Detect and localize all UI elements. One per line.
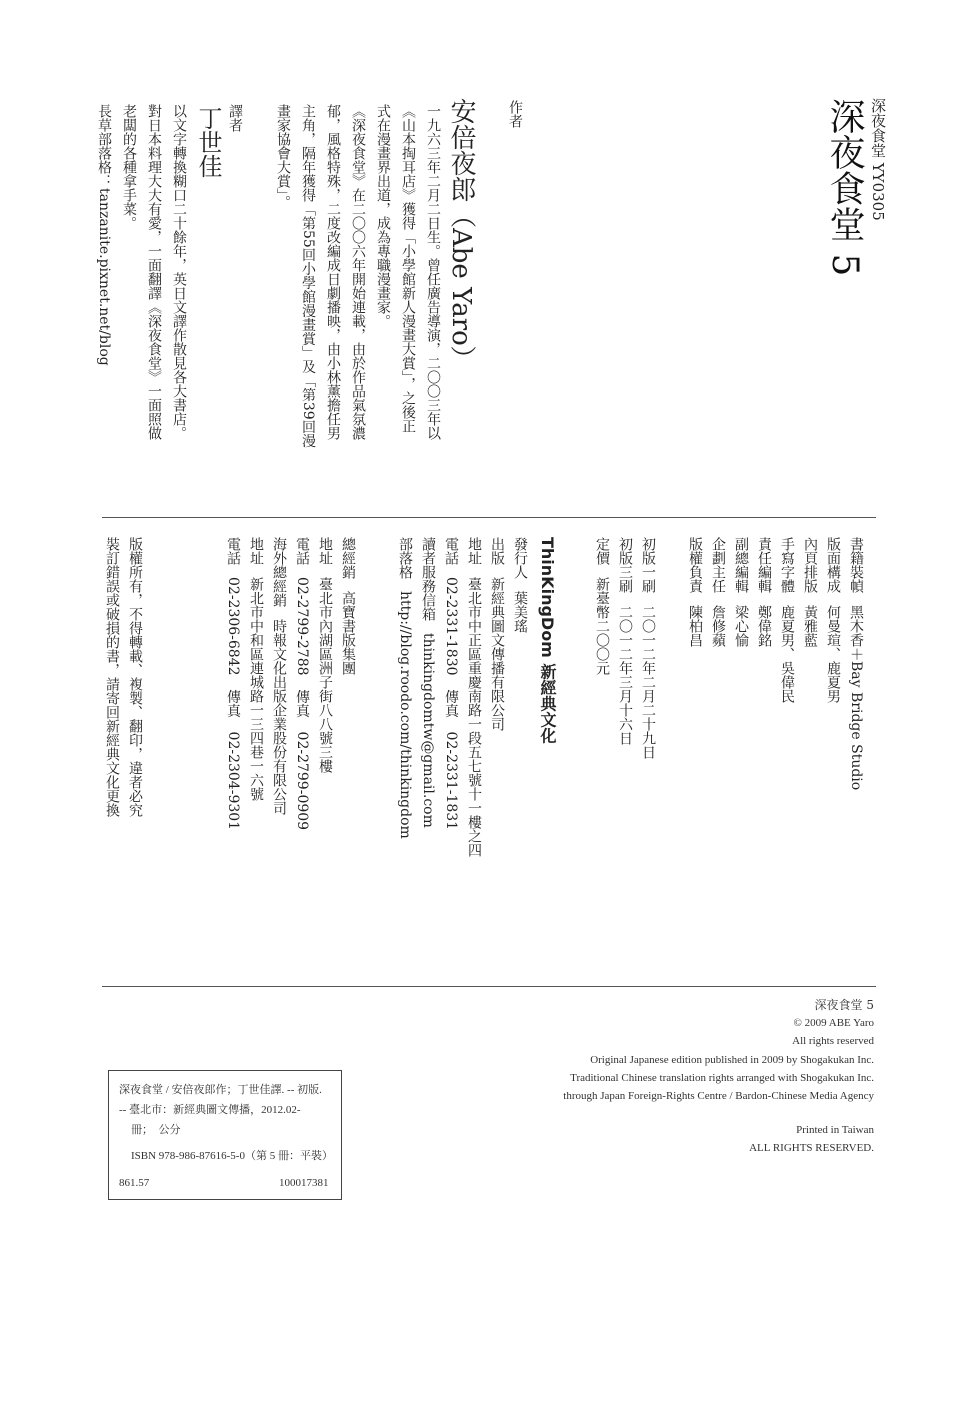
author-bio-line: 畫家協會大賞」。 xyxy=(275,104,291,209)
author-bio-line: 一九六三年二月二日生。曾任廣告導演，二〇〇三年以 xyxy=(425,104,441,440)
legal-line: 裝訂錯誤或破損的書，請寄回新經典文化更換 xyxy=(104,537,120,817)
publisher-line: 發行人葉美瑤 xyxy=(512,537,528,633)
copyright-line: Original Japanese edition published in 2009 by Shogakukan Inc. xyxy=(590,1054,874,1066)
publisher-line: 電話02-2331-1830 傳真 02-2331-1831 xyxy=(443,537,459,831)
credit-line: 書籍裝幀黑木香＋Bay Bridge Studio xyxy=(848,537,864,791)
credit-line: 副總編輯梁心愉 xyxy=(733,537,749,647)
copyright-title: 深夜食堂 5 xyxy=(814,998,874,1012)
publisher-line: 出版新經典圖文傳播有限公司 xyxy=(489,537,505,731)
printed-in: Printed in Taiwan xyxy=(796,1124,874,1136)
copyright-line: © 2009 ABE Yaro xyxy=(793,1017,874,1029)
translator-bio-line: 長草部落格：tanzanite.pixnet.net/blog xyxy=(96,104,112,366)
author-bio-line: 主角，隔年獲得「第55回小學館漫畫賞」及「第39回漫 xyxy=(300,104,316,448)
printing-line: 初版一刷二〇一二年二月二十九日 xyxy=(640,537,656,759)
catalog-isbn: ISBN 978-986-87616-5-0（第 5 冊：平裝） xyxy=(131,1150,333,1162)
credit-line: 手寫字體鹿夏男、吳偉民 xyxy=(779,537,795,703)
divider xyxy=(102,986,876,987)
catalog-box xyxy=(108,1070,342,1200)
author-bio-line: 《深夜食堂》在二〇〇六年開始連載，由於作品氣氛濃 xyxy=(350,104,366,440)
distribution-line: 地址新北市中和區連城路一三四巷一六號 xyxy=(248,537,264,801)
copyright-line: All rights reserved xyxy=(792,1035,874,1047)
catalog-line: 深夜食堂 / 安倍夜郎作；丁世佳譯. -- 初版. xyxy=(119,1084,322,1096)
credit-line: 內頁排版黃雅藍 xyxy=(802,537,818,647)
distribution-line: 海外總經銷時報文化出版企業股份有限公司 xyxy=(271,537,287,815)
translator-name: 丁世佳 xyxy=(194,106,222,178)
author-bio-line: 郁，風格特殊，二度改編成日劇播映，由小林薰擔任男 xyxy=(325,104,341,440)
distribution-line: 電話02-2306-6842 傳真 02-2304-9301 xyxy=(225,537,241,831)
printing-line: 初版三刷二〇一二年三月十六日 xyxy=(617,537,633,745)
printing-line: 定價新臺幣二〇〇元 xyxy=(594,537,610,675)
catalog-record-number: 100017381 xyxy=(279,1177,329,1189)
credit-line: 版面構成何曼瑄、鹿夏男 xyxy=(825,537,841,703)
credit-line: 企劃主任詹修蘋 xyxy=(710,537,726,647)
distribution-line: 總經銷高寶書版集團 xyxy=(340,537,356,675)
credit-line: 責任編輯鄭偉銘 xyxy=(756,537,772,647)
catalog-line: -- 臺北市：新經典圖文傳播，2012.02- xyxy=(119,1104,301,1116)
copyright-line: Traditional Chinese translation rights arranged with Shogakukan Inc. xyxy=(570,1072,874,1084)
author-bio-line: 《山本掏耳店》獲得「小學館新人漫畫大賞」，之後正 xyxy=(400,104,416,433)
catalog-line: 冊； 公分 xyxy=(131,1124,181,1136)
catalog-class-number: 861.57 xyxy=(119,1177,150,1189)
divider xyxy=(102,517,876,518)
author-label: 作者 xyxy=(507,100,523,128)
author-name: 安倍夜郎（Abe Yaro） xyxy=(446,98,476,372)
credit-line: 版權負責陳柏昌 xyxy=(687,537,703,647)
all-rights: ALL RIGHTS RESERVED. xyxy=(749,1142,874,1154)
translator-bio-line: 以文字轉換糊口二十餘年，英日文譯作散見各大書店。 xyxy=(171,104,187,440)
distribution-line: 地址臺北市內湖區洲子街八八號三樓 xyxy=(317,537,333,773)
publisher-brand: ThinKingDom 新經典文化 xyxy=(538,537,557,744)
publisher-line: 部落格http://blog.roodo.com/thinkingdom xyxy=(397,537,413,839)
legal-line: 版權所有，不得轉載、複製、翻印，違者必究 xyxy=(127,537,143,817)
translator-bio-line: 對日本料理大大有愛，一面翻譯《深夜食堂》一面照做 xyxy=(146,104,162,440)
copyright-line: through Japan Foreign-Rights Centre / Bardon-Chinese Media Agency xyxy=(563,1090,874,1102)
series-code: 深夜食堂 YY0305 xyxy=(869,98,887,221)
author-bio-line: 式在漫畫界出道，成為專職漫畫家。 xyxy=(375,104,391,328)
distribution-line: 電話02-2799-2788 傳真 02-2799-0909 xyxy=(294,537,310,831)
book-title: 深夜食堂 5 xyxy=(824,98,865,277)
translator-label: 譯者 xyxy=(227,104,243,132)
publisher-line: 地址臺北市中正區重慶南路一段五七號十一樓之四 xyxy=(466,537,482,857)
publisher-line: 讀者服務信箱thinkingdomtw@gmail.com xyxy=(420,537,436,828)
translator-bio-line: 老闆的各種拿手菜。 xyxy=(121,104,137,230)
